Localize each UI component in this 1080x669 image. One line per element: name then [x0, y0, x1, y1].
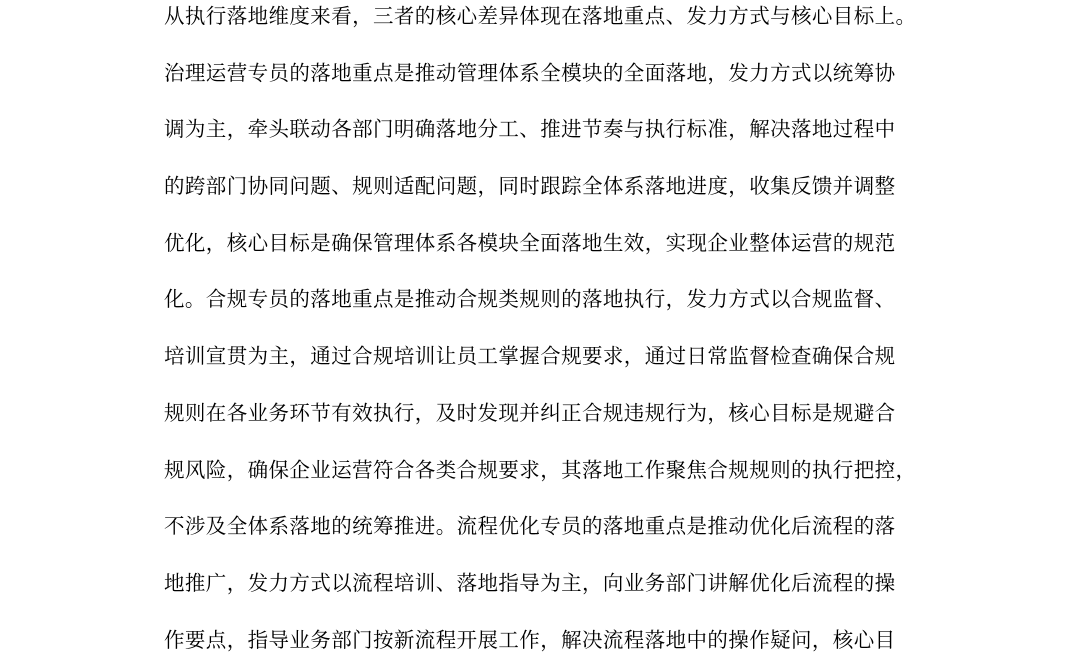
text-line: 化。合规专员的落地重点是推动合规类规则的落地执行，发力方式以合规监督、	[164, 287, 896, 312]
text-line: 优化，核心目标是确保管理体系各模块全面落地生效，实现企业整体运营的规范	[164, 230, 896, 255]
text-line: 规风险，确保企业运营符合各类合规要求，其落地工作聚焦合规规则的执行把控，	[164, 457, 917, 482]
text-line: 培训宣贯为主，通过合规培训让员工掌握合规要求，通过日常监督检查确保合规	[164, 344, 896, 369]
text-line: 作要点，指导业务部门按新流程开展工作，解决流程落地中的操作疑问，核心目	[164, 627, 896, 652]
text-line: 规则在各业务环节有效执行，及时发现并纠正合规违规行为，核心目标是规避合	[164, 400, 896, 425]
text-line: 地推广，发力方式以流程培训、落地指导为主，向业务部门讲解优化后流程的操	[164, 570, 896, 595]
text-line: 调为主，牵头联动各部门明确落地分工、推进节奏与执行标准，解决落地过程中	[164, 117, 896, 142]
text-line: 不涉及全体系落地的统筹推进。流程优化专员的落地重点是推动优化后流程的落	[164, 514, 896, 539]
text-line: 治理运营专员的落地重点是推动管理体系全模块的全面落地，发力方式以统筹协	[164, 60, 896, 85]
text-line: 的跨部门协同问题、规则适配问题，同时跟踪全体系落地进度，收集反馈并调整	[164, 174, 896, 199]
text-line: 从执行落地维度来看，三者的核心差异体现在落地重点、发力方式与核心目标上。	[164, 4, 917, 28]
document-body	[164, 0, 924, 669]
